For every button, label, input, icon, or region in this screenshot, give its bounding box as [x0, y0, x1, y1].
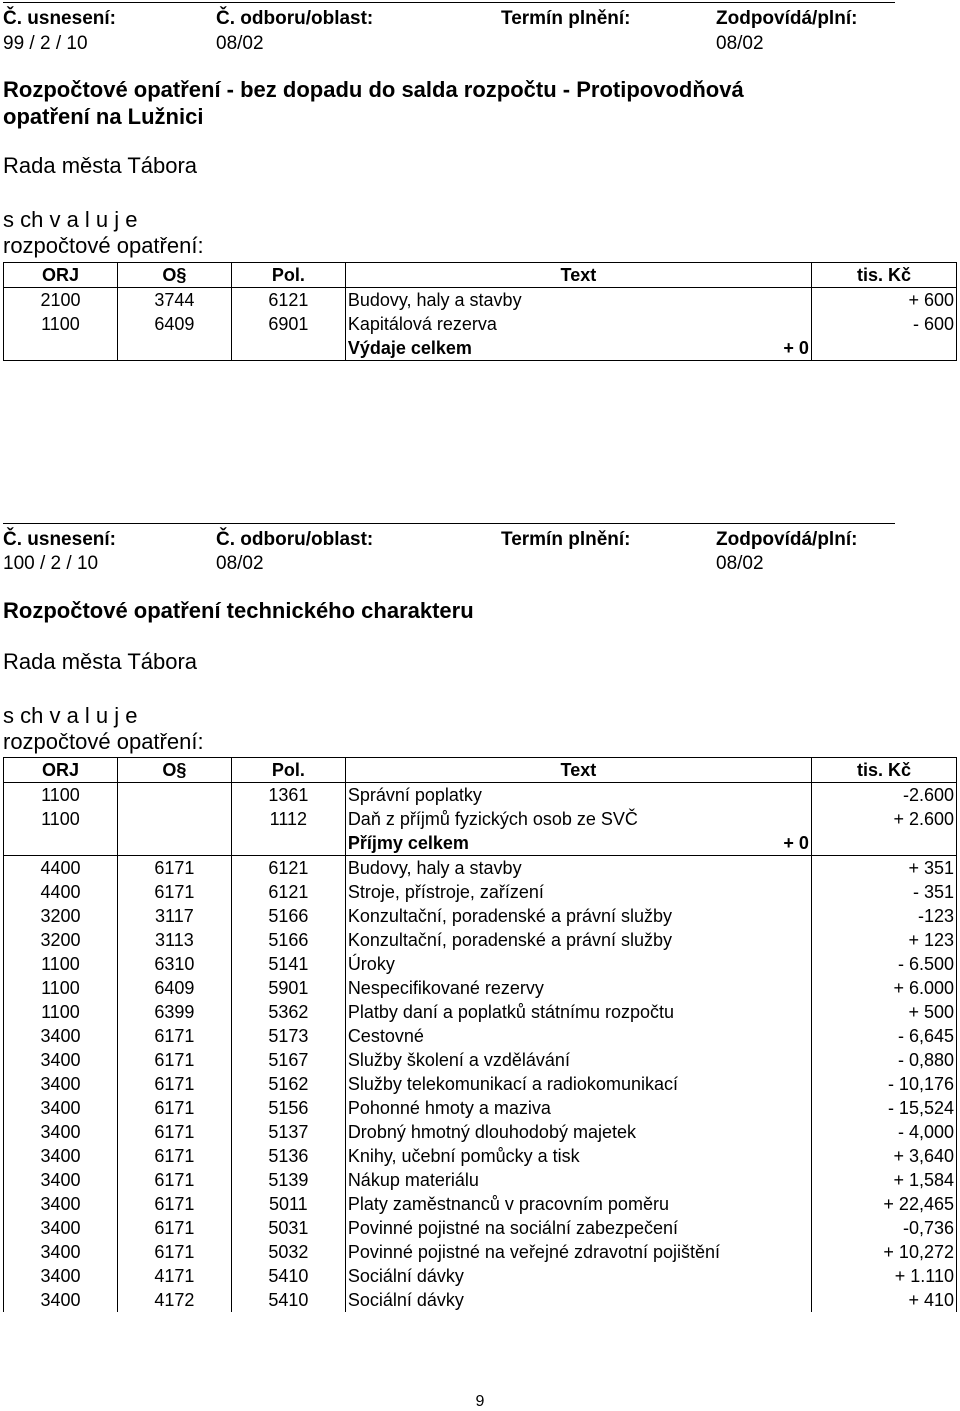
- total-empty-cell: [4, 831, 118, 856]
- table-row: [4, 807, 957, 831]
- cell-kc: + 6.000: [811, 976, 956, 1000]
- measure-label: rozpočtové opatření:: [3, 233, 204, 258]
- cell-pol: 1112: [231, 807, 345, 831]
- income-total-label-text: Příjmy celkem: [347, 833, 469, 853]
- cell-o: 6171: [117, 1096, 231, 1120]
- cell-orj: 4400: [4, 880, 118, 904]
- cell-pol: 6121: [231, 288, 345, 313]
- table-row: [4, 1240, 957, 1264]
- cell-text: Nespecifikované rezervy: [345, 976, 811, 1000]
- cell-kc: - 6,645: [811, 1024, 956, 1048]
- cell-text: Drobný hmotný dlouhodobý majetek: [345, 1120, 811, 1144]
- cell-pol: 5166: [231, 928, 345, 952]
- top-rule: [3, 2, 895, 3]
- budget-table-1: [3, 262, 957, 361]
- cell-o: [117, 783, 231, 808]
- col-header-kc: tis. Kč: [811, 263, 956, 288]
- cell-pol: 6121: [231, 856, 345, 881]
- cell-orj: 3400: [4, 1024, 118, 1048]
- cell-pol: 6901: [231, 312, 345, 336]
- approves-label: s ch v a l u j e: [3, 703, 138, 728]
- cell-orj: 4400: [4, 856, 118, 881]
- cell-orj: 3400: [4, 1120, 118, 1144]
- cell-kc: -2.600: [811, 783, 956, 808]
- table-row: [4, 952, 957, 976]
- cell-orj: 3400: [4, 1048, 118, 1072]
- cell-orj: 3400: [4, 1096, 118, 1120]
- cell-pol: 6121: [231, 880, 345, 904]
- cell-pol: 5162: [231, 1072, 345, 1096]
- cell-o: 6171: [117, 1192, 231, 1216]
- cell-pol: 5362: [231, 1000, 345, 1024]
- cell-o: 3113: [117, 928, 231, 952]
- cell-kc: - 351: [811, 880, 956, 904]
- income-total-row: [4, 831, 957, 856]
- responsible-value: 08/02: [716, 33, 764, 54]
- col-header-text: Text: [345, 263, 811, 288]
- deadline-header: Termín plnění:: [501, 529, 631, 550]
- cell-kc: + 410: [811, 1288, 956, 1312]
- table-row: [4, 1120, 957, 1144]
- table-row: [4, 1264, 957, 1288]
- col-header-kc: tis. Kč: [811, 758, 956, 783]
- cell-pol: 5901: [231, 976, 345, 1000]
- department-header: Č. odboru/oblast:: [216, 529, 374, 550]
- cell-orj: 3200: [4, 904, 118, 928]
- total-empty-cell: [231, 336, 345, 361]
- table-row: [4, 928, 957, 952]
- cell-text: Konzultační, poradenské a právní služby: [345, 904, 811, 928]
- cell-o: 4172: [117, 1288, 231, 1312]
- cell-o: [117, 807, 231, 831]
- page-number: 9: [475, 1393, 485, 1410]
- cell-o: 6171: [117, 1168, 231, 1192]
- cell-kc: + 123: [811, 928, 956, 952]
- col-header-o: O§: [117, 263, 231, 288]
- cell-orj: 3400: [4, 1288, 118, 1312]
- cell-text: Správní poplatky: [345, 783, 811, 808]
- cell-text: Sociální dávky: [345, 1288, 811, 1312]
- cell-kc: + 22,465: [811, 1192, 956, 1216]
- cell-orj: 1100: [4, 807, 118, 831]
- total-empty-cell: [811, 336, 956, 361]
- cell-orj: 3400: [4, 1168, 118, 1192]
- table-row: [4, 1216, 957, 1240]
- cell-text: Stroje, přístroje, zařízení: [345, 880, 811, 904]
- col-header-pol: Pol.: [231, 263, 345, 288]
- resolution-header: Č. usnesení:: [3, 8, 116, 29]
- table-row: [4, 1096, 957, 1120]
- cell-pol: 5410: [231, 1264, 345, 1288]
- cell-text: Cestovné: [345, 1024, 811, 1048]
- cell-orj: 3400: [4, 1240, 118, 1264]
- cell-orj: 1100: [4, 1000, 118, 1024]
- measure-label: rozpočtové opatření:: [3, 729, 204, 754]
- total-empty-cell: [117, 831, 231, 856]
- cell-o: 6171: [117, 1216, 231, 1240]
- cell-kc: + 1,584: [811, 1168, 956, 1192]
- cell-o: 6171: [117, 1024, 231, 1048]
- table-row: [4, 1024, 957, 1048]
- col-header-orj: ORJ: [4, 263, 118, 288]
- cell-pol: 5032: [231, 1240, 345, 1264]
- cell-orj: 2100: [4, 288, 118, 313]
- table-row: [4, 1000, 957, 1024]
- table-row: [4, 976, 957, 1000]
- cell-o: 3117: [117, 904, 231, 928]
- cell-orj: 3400: [4, 1264, 118, 1288]
- cell-kc: + 3,640: [811, 1144, 956, 1168]
- cell-kc: + 500: [811, 1000, 956, 1024]
- cell-text: Platby daní a poplatků státnímu rozpočtu: [345, 1000, 811, 1024]
- table-row: [4, 1168, 957, 1192]
- income-total-value: + 0: [783, 833, 809, 853]
- resolution-value: 99 / 2 / 10: [3, 33, 88, 54]
- table-row: [4, 312, 957, 336]
- cell-text: Služby školení a vzdělávání: [345, 1048, 811, 1072]
- table-row: [4, 783, 957, 808]
- cell-text: Pohonné hmoty a maziva: [345, 1096, 811, 1120]
- table-row: [4, 856, 957, 881]
- total-label: [345, 336, 811, 361]
- top-rule: [3, 523, 895, 524]
- cell-pol: 5139: [231, 1168, 345, 1192]
- cell-kc: -0,736: [811, 1216, 956, 1240]
- department-value: 08/02: [216, 553, 264, 574]
- total-label-text: Výdaje celkem: [347, 338, 472, 358]
- cell-o: 6310: [117, 952, 231, 976]
- cell-text: Povinné pojistné na veřejné zdravotní pojištění: [345, 1240, 811, 1264]
- cell-orj: 3200: [4, 928, 118, 952]
- council-name: Rada města Tábora: [3, 153, 198, 178]
- cell-orj: 3400: [4, 1216, 118, 1240]
- cell-orj: 3400: [4, 1072, 118, 1096]
- cell-text: Knihy, učební pomůcky a tisk: [345, 1144, 811, 1168]
- resolution-header: Č. usnesení:: [3, 529, 116, 550]
- table-row: [4, 1072, 957, 1096]
- cell-text: Služby telekomunikací a radiokomunikací: [345, 1072, 811, 1096]
- cell-kc: + 600: [811, 288, 956, 313]
- col-header-o: O§: [117, 758, 231, 783]
- responsible-header: Zodpovídá/plní:: [716, 529, 858, 550]
- cell-o: 6171: [117, 1240, 231, 1264]
- table-row: [4, 1192, 957, 1216]
- cell-orj: 1100: [4, 312, 118, 336]
- cell-o: 6409: [117, 976, 231, 1000]
- table-row: [4, 1288, 957, 1312]
- cell-pol: 5166: [231, 904, 345, 928]
- cell-kc: -123: [811, 904, 956, 928]
- section-title-line2: opatření na Lužnici: [3, 104, 204, 129]
- cell-pol: 5410: [231, 1288, 345, 1312]
- table-row: [4, 1048, 957, 1072]
- cell-kc: - 4,000: [811, 1120, 956, 1144]
- cell-pol: 5156: [231, 1096, 345, 1120]
- cell-kc: - 0,880: [811, 1048, 956, 1072]
- cell-kc: + 351: [811, 856, 956, 881]
- cell-kc: + 10,272: [811, 1240, 956, 1264]
- table-row: [4, 1144, 957, 1168]
- deadline-header: Termín plnění:: [501, 8, 631, 29]
- cell-o: 3744: [117, 288, 231, 313]
- cell-text: Daň z příjmů fyzických osob ze SVČ: [345, 807, 811, 831]
- cell-kc: - 15,524: [811, 1096, 956, 1120]
- cell-orj: 1100: [4, 952, 118, 976]
- cell-o: 6171: [117, 880, 231, 904]
- approves-label: s ch v a l u j e: [3, 207, 138, 232]
- total-row: [4, 336, 957, 361]
- cell-text: Úroky: [345, 952, 811, 976]
- table-header-row: [4, 758, 957, 783]
- cell-kc: + 2.600: [811, 807, 956, 831]
- cell-orj: 3400: [4, 1192, 118, 1216]
- cell-kc: + 1.110: [811, 1264, 956, 1288]
- cell-o: 6171: [117, 1144, 231, 1168]
- cell-orj: 1100: [4, 783, 118, 808]
- cell-text: Sociální dávky: [345, 1264, 811, 1288]
- section-title-line1: Rozpočtové opatření - bez dopadu do salda rozpočtu - Protipovodňová: [3, 77, 744, 102]
- resolution-value: 100 / 2 / 10: [3, 553, 99, 574]
- cell-text: Povinné pojistné na sociální zabezpečení: [345, 1216, 811, 1240]
- col-header-orj: ORJ: [4, 758, 118, 783]
- col-header-text: Text: [345, 758, 811, 783]
- cell-text: Budovy, haly a stavby: [345, 288, 811, 313]
- budget-table-2: [3, 757, 957, 1312]
- cell-orj: 3400: [4, 1144, 118, 1168]
- table-row: [4, 288, 957, 313]
- income-total-label: [345, 831, 811, 856]
- col-header-pol: Pol.: [231, 758, 345, 783]
- cell-pol: 1361: [231, 783, 345, 808]
- total-empty-cell: [117, 336, 231, 361]
- total-empty-cell: [4, 336, 118, 361]
- cell-kc: - 10,176: [811, 1072, 956, 1096]
- total-empty-cell: [811, 831, 956, 856]
- cell-text: Budovy, haly a stavby: [345, 856, 811, 881]
- cell-pol: 5167: [231, 1048, 345, 1072]
- department-header: Č. odboru/oblast:: [216, 8, 374, 29]
- cell-pol: 5137: [231, 1120, 345, 1144]
- cell-text: Konzultační, poradenské a právní služby: [345, 928, 811, 952]
- cell-pol: 5173: [231, 1024, 345, 1048]
- total-value: + 0: [783, 338, 809, 358]
- department-value: 08/02: [216, 33, 264, 54]
- cell-orj: 1100: [4, 976, 118, 1000]
- cell-o: 6171: [117, 856, 231, 881]
- cell-kc: - 6.500: [811, 952, 956, 976]
- table-row: [4, 880, 957, 904]
- cell-pol: 5011: [231, 1192, 345, 1216]
- cell-o: 6409: [117, 312, 231, 336]
- responsible-header: Zodpovídá/plní:: [716, 8, 858, 29]
- cell-o: 6171: [117, 1072, 231, 1096]
- council-name: Rada města Tábora: [3, 649, 198, 674]
- cell-kc: - 600: [811, 312, 956, 336]
- cell-o: 4171: [117, 1264, 231, 1288]
- cell-pol: 5031: [231, 1216, 345, 1240]
- cell-o: 6171: [117, 1048, 231, 1072]
- cell-text: Kapitálová rezerva: [345, 312, 811, 336]
- cell-pol: 5141: [231, 952, 345, 976]
- table-header-row: [4, 263, 957, 288]
- cell-pol: 5136: [231, 1144, 345, 1168]
- section-title-line1: Rozpočtové opatření technického charakteru: [3, 598, 474, 623]
- cell-text: Nákup materiálu: [345, 1168, 811, 1192]
- cell-text: Platy zaměstnanců v pracovním poměru: [345, 1192, 811, 1216]
- table-row: [4, 904, 957, 928]
- cell-o: 6171: [117, 1120, 231, 1144]
- total-empty-cell: [231, 831, 345, 856]
- cell-o: 6399: [117, 1000, 231, 1024]
- responsible-value: 08/02: [716, 553, 764, 574]
